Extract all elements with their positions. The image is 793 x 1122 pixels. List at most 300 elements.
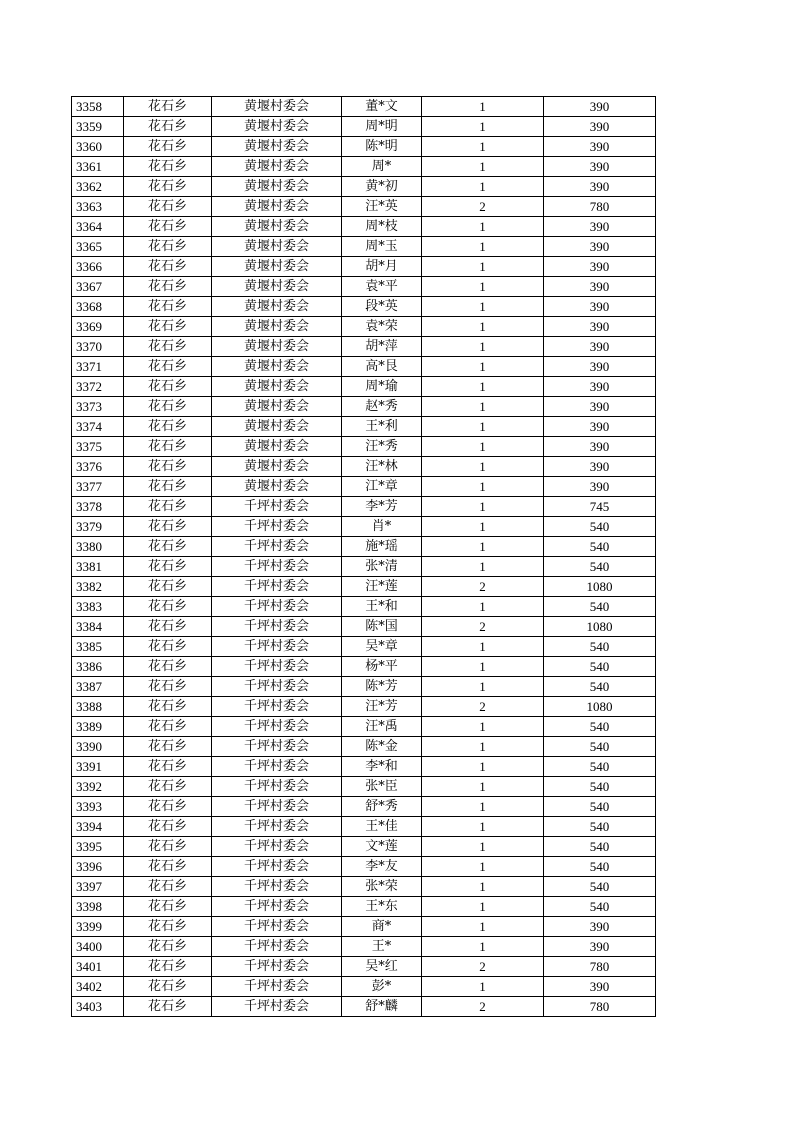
town-cell: 花石乡 <box>124 257 212 277</box>
row-number-cell: 3377 <box>72 477 124 497</box>
count-cell: 1 <box>422 417 544 437</box>
table-row <box>72 677 656 697</box>
row-number-cell: 3379 <box>72 517 124 537</box>
village-cell: 千坪村委会 <box>212 997 342 1017</box>
row-number-cell: 3358 <box>72 97 124 117</box>
row-number-cell: 3364 <box>72 217 124 237</box>
name-cell: 陈*明 <box>342 137 422 157</box>
town-cell: 花石乡 <box>124 617 212 637</box>
name-cell: 汪*莲 <box>342 577 422 597</box>
amount-cell: 390 <box>544 977 656 997</box>
row-number-cell: 3390 <box>72 737 124 757</box>
amount-cell: 540 <box>544 857 656 877</box>
name-cell: 段*英 <box>342 297 422 317</box>
town-cell: 花石乡 <box>124 417 212 437</box>
count-cell: 1 <box>422 157 544 177</box>
amount-cell: 390 <box>544 317 656 337</box>
amount-cell: 540 <box>544 677 656 697</box>
row-number-cell: 3396 <box>72 857 124 877</box>
count-cell: 1 <box>422 277 544 297</box>
table-row <box>72 777 656 797</box>
village-cell: 千坪村委会 <box>212 817 342 837</box>
town-cell: 花石乡 <box>124 557 212 577</box>
name-cell: 张*臣 <box>342 777 422 797</box>
table-row <box>72 517 656 537</box>
name-cell: 李*友 <box>342 857 422 877</box>
name-cell: 汪*英 <box>342 197 422 217</box>
count-cell: 1 <box>422 97 544 117</box>
amount-cell: 390 <box>544 437 656 457</box>
count-cell: 1 <box>422 837 544 857</box>
town-cell: 花石乡 <box>124 937 212 957</box>
town-cell: 花石乡 <box>124 517 212 537</box>
name-cell: 陈*金 <box>342 737 422 757</box>
name-cell: 王* <box>342 937 422 957</box>
town-cell: 花石乡 <box>124 857 212 877</box>
name-cell: 李*和 <box>342 757 422 777</box>
table-row <box>72 557 656 577</box>
town-cell: 花石乡 <box>124 797 212 817</box>
village-cell: 黄堰村委会 <box>212 377 342 397</box>
row-number-cell: 3382 <box>72 577 124 597</box>
row-number-cell: 3384 <box>72 617 124 637</box>
table-row <box>72 537 656 557</box>
village-cell: 千坪村委会 <box>212 697 342 717</box>
count-cell: 1 <box>422 657 544 677</box>
amount-cell: 390 <box>544 137 656 157</box>
village-cell: 千坪村委会 <box>212 917 342 937</box>
row-number-cell: 3394 <box>72 817 124 837</box>
row-number-cell: 3367 <box>72 277 124 297</box>
town-cell: 花石乡 <box>124 657 212 677</box>
table-row <box>72 277 656 297</box>
count-cell: 1 <box>422 877 544 897</box>
amount-cell: 390 <box>544 297 656 317</box>
name-cell: 文*莲 <box>342 837 422 857</box>
town-cell: 花石乡 <box>124 957 212 977</box>
count-cell: 1 <box>422 317 544 337</box>
amount-cell: 1080 <box>544 617 656 637</box>
village-cell: 黄堰村委会 <box>212 357 342 377</box>
row-number-cell: 3371 <box>72 357 124 377</box>
amount-cell: 1080 <box>544 697 656 717</box>
count-cell: 2 <box>422 997 544 1017</box>
village-cell: 千坪村委会 <box>212 717 342 737</box>
village-cell: 黄堰村委会 <box>212 257 342 277</box>
row-number-cell: 3365 <box>72 237 124 257</box>
table-row <box>72 257 656 277</box>
town-cell: 花石乡 <box>124 637 212 657</box>
village-cell: 千坪村委会 <box>212 957 342 977</box>
table-row <box>72 857 656 877</box>
amount-cell: 390 <box>544 277 656 297</box>
village-cell: 千坪村委会 <box>212 797 342 817</box>
amount-cell: 390 <box>544 97 656 117</box>
amount-cell: 390 <box>544 417 656 437</box>
town-cell: 花石乡 <box>124 197 212 217</box>
row-number-cell: 3389 <box>72 717 124 737</box>
count-cell: 2 <box>422 697 544 717</box>
amount-cell: 1080 <box>544 577 656 597</box>
town-cell: 花石乡 <box>124 817 212 837</box>
amount-cell: 390 <box>544 477 656 497</box>
table-row <box>72 457 656 477</box>
table-row <box>72 157 656 177</box>
town-cell: 花石乡 <box>124 997 212 1017</box>
row-number-cell: 3397 <box>72 877 124 897</box>
village-cell: 千坪村委会 <box>212 637 342 657</box>
count-cell: 2 <box>422 957 544 977</box>
amount-cell: 745 <box>544 497 656 517</box>
count-cell: 1 <box>422 397 544 417</box>
count-cell: 1 <box>422 337 544 357</box>
town-cell: 花石乡 <box>124 217 212 237</box>
town-cell: 花石乡 <box>124 757 212 777</box>
table-row <box>72 377 656 397</box>
name-cell: 黄*初 <box>342 177 422 197</box>
row-number-cell: 3383 <box>72 597 124 617</box>
amount-cell: 540 <box>544 737 656 757</box>
table-row <box>72 977 656 997</box>
row-number-cell: 3398 <box>72 897 124 917</box>
table-row <box>72 877 656 897</box>
town-cell: 花石乡 <box>124 277 212 297</box>
table-row <box>72 957 656 977</box>
town-cell: 花石乡 <box>124 317 212 337</box>
name-cell: 王*和 <box>342 597 422 617</box>
amount-cell: 540 <box>544 757 656 777</box>
table-row <box>72 437 656 457</box>
village-cell: 黄堰村委会 <box>212 437 342 457</box>
name-cell: 董*文 <box>342 97 422 117</box>
village-cell: 黄堰村委会 <box>212 297 342 317</box>
name-cell: 高*艮 <box>342 357 422 377</box>
village-cell: 黄堰村委会 <box>212 457 342 477</box>
amount-cell: 390 <box>544 257 656 277</box>
name-cell: 舒*秀 <box>342 797 422 817</box>
count-cell: 1 <box>422 757 544 777</box>
row-number-cell: 3378 <box>72 497 124 517</box>
village-cell: 千坪村委会 <box>212 517 342 537</box>
name-cell: 周* <box>342 157 422 177</box>
row-number-cell: 3385 <box>72 637 124 657</box>
row-number-cell: 3380 <box>72 537 124 557</box>
town-cell: 花石乡 <box>124 357 212 377</box>
town-cell: 花石乡 <box>124 737 212 757</box>
village-cell: 千坪村委会 <box>212 597 342 617</box>
village-cell: 千坪村委会 <box>212 977 342 997</box>
name-cell: 王*东 <box>342 897 422 917</box>
name-cell: 陈*芳 <box>342 677 422 697</box>
name-cell: 舒*麟 <box>342 997 422 1017</box>
table-row <box>72 617 656 637</box>
amount-cell: 540 <box>544 597 656 617</box>
amount-cell: 390 <box>544 357 656 377</box>
count-cell: 1 <box>422 177 544 197</box>
village-cell: 黄堰村委会 <box>212 157 342 177</box>
amount-cell: 540 <box>544 877 656 897</box>
amount-cell: 390 <box>544 177 656 197</box>
row-number-cell: 3387 <box>72 677 124 697</box>
town-cell: 花石乡 <box>124 477 212 497</box>
town-cell: 花石乡 <box>124 497 212 517</box>
amount-cell: 390 <box>544 337 656 357</box>
row-number-cell: 3370 <box>72 337 124 357</box>
table-row <box>72 997 656 1017</box>
village-cell: 黄堰村委会 <box>212 217 342 237</box>
row-number-cell: 3399 <box>72 917 124 937</box>
name-cell: 周*明 <box>342 117 422 137</box>
table-body <box>72 97 656 1017</box>
name-cell: 袁*平 <box>342 277 422 297</box>
table-row <box>72 797 656 817</box>
row-number-cell: 3393 <box>72 797 124 817</box>
town-cell: 花石乡 <box>124 837 212 857</box>
town-cell: 花石乡 <box>124 457 212 477</box>
row-number-cell: 3388 <box>72 697 124 717</box>
village-cell: 千坪村委会 <box>212 677 342 697</box>
amount-cell: 390 <box>544 157 656 177</box>
town-cell: 花石乡 <box>124 397 212 417</box>
count-cell: 1 <box>422 477 544 497</box>
row-number-cell: 3386 <box>72 657 124 677</box>
village-cell: 黄堰村委会 <box>212 337 342 357</box>
row-number-cell: 3376 <box>72 457 124 477</box>
name-cell: 吴*红 <box>342 957 422 977</box>
amount-cell: 540 <box>544 817 656 837</box>
count-cell: 1 <box>422 717 544 737</box>
amount-cell: 780 <box>544 997 656 1017</box>
town-cell: 花石乡 <box>124 597 212 617</box>
town-cell: 花石乡 <box>124 297 212 317</box>
count-cell: 1 <box>422 797 544 817</box>
name-cell: 汪*秀 <box>342 437 422 457</box>
village-cell: 黄堰村委会 <box>212 97 342 117</box>
name-cell: 施*瑶 <box>342 537 422 557</box>
table-row <box>72 297 656 317</box>
name-cell: 赵*秀 <box>342 397 422 417</box>
village-cell: 千坪村委会 <box>212 657 342 677</box>
village-cell: 千坪村委会 <box>212 757 342 777</box>
village-cell: 千坪村委会 <box>212 937 342 957</box>
town-cell: 花石乡 <box>124 177 212 197</box>
town-cell: 花石乡 <box>124 337 212 357</box>
row-number-cell: 3366 <box>72 257 124 277</box>
count-cell: 1 <box>422 137 544 157</box>
town-cell: 花石乡 <box>124 237 212 257</box>
table-row <box>72 757 656 777</box>
village-cell: 千坪村委会 <box>212 837 342 857</box>
village-cell: 千坪村委会 <box>212 737 342 757</box>
count-cell: 1 <box>422 737 544 757</box>
table-row <box>72 217 656 237</box>
amount-cell: 390 <box>544 217 656 237</box>
town-cell: 花石乡 <box>124 897 212 917</box>
count-cell: 1 <box>422 437 544 457</box>
table-row <box>72 497 656 517</box>
table-row <box>72 837 656 857</box>
table-row <box>72 937 656 957</box>
amount-cell: 540 <box>544 837 656 857</box>
count-cell: 1 <box>422 897 544 917</box>
village-cell: 千坪村委会 <box>212 577 342 597</box>
row-number-cell: 3400 <box>72 937 124 957</box>
village-cell: 黄堰村委会 <box>212 277 342 297</box>
table-row <box>72 917 656 937</box>
name-cell: 周*玉 <box>342 237 422 257</box>
row-number-cell: 3363 <box>72 197 124 217</box>
name-cell: 肖* <box>342 517 422 537</box>
row-number-cell: 3403 <box>72 997 124 1017</box>
village-cell: 千坪村委会 <box>212 557 342 577</box>
village-cell: 黄堰村委会 <box>212 397 342 417</box>
table-row <box>72 817 656 837</box>
town-cell: 花石乡 <box>124 777 212 797</box>
village-cell: 黄堰村委会 <box>212 477 342 497</box>
village-cell: 千坪村委会 <box>212 877 342 897</box>
village-cell: 黄堰村委会 <box>212 197 342 217</box>
amount-cell: 390 <box>544 457 656 477</box>
village-cell: 黄堰村委会 <box>212 237 342 257</box>
amount-cell: 540 <box>544 717 656 737</box>
name-cell: 王*佳 <box>342 817 422 837</box>
name-cell: 张*荣 <box>342 877 422 897</box>
town-cell: 花石乡 <box>124 437 212 457</box>
town-cell: 花石乡 <box>124 917 212 937</box>
amount-cell: 390 <box>544 117 656 137</box>
count-cell: 1 <box>422 777 544 797</box>
town-cell: 花石乡 <box>124 577 212 597</box>
name-cell: 杨*平 <box>342 657 422 677</box>
name-cell: 汪*禹 <box>342 717 422 737</box>
row-number-cell: 3369 <box>72 317 124 337</box>
name-cell: 周*瑜 <box>342 377 422 397</box>
town-cell: 花石乡 <box>124 697 212 717</box>
table-row <box>72 597 656 617</box>
name-cell: 汪*芳 <box>342 697 422 717</box>
table-row <box>72 417 656 437</box>
row-number-cell: 3362 <box>72 177 124 197</box>
amount-cell: 390 <box>544 937 656 957</box>
row-number-cell: 3360 <box>72 137 124 157</box>
name-cell: 胡*萍 <box>342 337 422 357</box>
table-row <box>72 637 656 657</box>
name-cell: 周*枝 <box>342 217 422 237</box>
count-cell: 2 <box>422 577 544 597</box>
village-cell: 黄堰村委会 <box>212 177 342 197</box>
town-cell: 花石乡 <box>124 677 212 697</box>
row-number-cell: 3372 <box>72 377 124 397</box>
table-row <box>72 337 656 357</box>
village-cell: 千坪村委会 <box>212 777 342 797</box>
amount-cell: 390 <box>544 237 656 257</box>
count-cell: 1 <box>422 977 544 997</box>
row-number-cell: 3401 <box>72 957 124 977</box>
table-row <box>72 97 656 117</box>
name-cell: 吴*章 <box>342 637 422 657</box>
village-cell: 千坪村委会 <box>212 497 342 517</box>
row-number-cell: 3395 <box>72 837 124 857</box>
amount-cell: 540 <box>544 557 656 577</box>
count-cell: 1 <box>422 497 544 517</box>
village-cell: 黄堰村委会 <box>212 417 342 437</box>
village-cell: 黄堰村委会 <box>212 137 342 157</box>
name-cell: 彭* <box>342 977 422 997</box>
count-cell: 1 <box>422 917 544 937</box>
name-cell: 王*利 <box>342 417 422 437</box>
count-cell: 1 <box>422 557 544 577</box>
amount-cell: 540 <box>544 897 656 917</box>
count-cell: 1 <box>422 457 544 477</box>
row-number-cell: 3402 <box>72 977 124 997</box>
name-cell: 陈*国 <box>342 617 422 637</box>
amount-cell: 390 <box>544 397 656 417</box>
data-table <box>71 96 656 1017</box>
village-cell: 千坪村委会 <box>212 857 342 877</box>
count-cell: 1 <box>422 257 544 277</box>
count-cell: 1 <box>422 637 544 657</box>
row-number-cell: 3359 <box>72 117 124 137</box>
table-row <box>72 897 656 917</box>
name-cell: 张*清 <box>342 557 422 577</box>
amount-cell: 540 <box>544 657 656 677</box>
count-cell: 1 <box>422 817 544 837</box>
town-cell: 花石乡 <box>124 717 212 737</box>
village-cell: 黄堰村委会 <box>212 317 342 337</box>
row-number-cell: 3361 <box>72 157 124 177</box>
village-cell: 千坪村委会 <box>212 617 342 637</box>
row-number-cell: 3375 <box>72 437 124 457</box>
table-row <box>72 177 656 197</box>
amount-cell: 540 <box>544 777 656 797</box>
count-cell: 1 <box>422 517 544 537</box>
name-cell: 商* <box>342 917 422 937</box>
name-cell: 李*芳 <box>342 497 422 517</box>
amount-cell: 390 <box>544 917 656 937</box>
village-cell: 千坪村委会 <box>212 537 342 557</box>
row-number-cell: 3374 <box>72 417 124 437</box>
village-cell: 千坪村委会 <box>212 897 342 917</box>
count-cell: 2 <box>422 617 544 637</box>
count-cell: 1 <box>422 117 544 137</box>
table-row <box>72 397 656 417</box>
table-row <box>72 737 656 757</box>
count-cell: 1 <box>422 857 544 877</box>
amount-cell: 780 <box>544 197 656 217</box>
amount-cell: 540 <box>544 797 656 817</box>
name-cell: 胡*月 <box>342 257 422 277</box>
count-cell: 1 <box>422 377 544 397</box>
count-cell: 1 <box>422 597 544 617</box>
table-row <box>72 237 656 257</box>
table-row <box>72 117 656 137</box>
count-cell: 1 <box>422 237 544 257</box>
row-number-cell: 3392 <box>72 777 124 797</box>
table-row <box>72 317 656 337</box>
row-number-cell: 3391 <box>72 757 124 777</box>
town-cell: 花石乡 <box>124 157 212 177</box>
town-cell: 花石乡 <box>124 97 212 117</box>
amount-cell: 540 <box>544 517 656 537</box>
name-cell: 江*章 <box>342 477 422 497</box>
town-cell: 花石乡 <box>124 377 212 397</box>
count-cell: 2 <box>422 197 544 217</box>
name-cell: 汪*林 <box>342 457 422 477</box>
count-cell: 1 <box>422 537 544 557</box>
amount-cell: 780 <box>544 957 656 977</box>
row-number-cell: 3381 <box>72 557 124 577</box>
count-cell: 1 <box>422 297 544 317</box>
